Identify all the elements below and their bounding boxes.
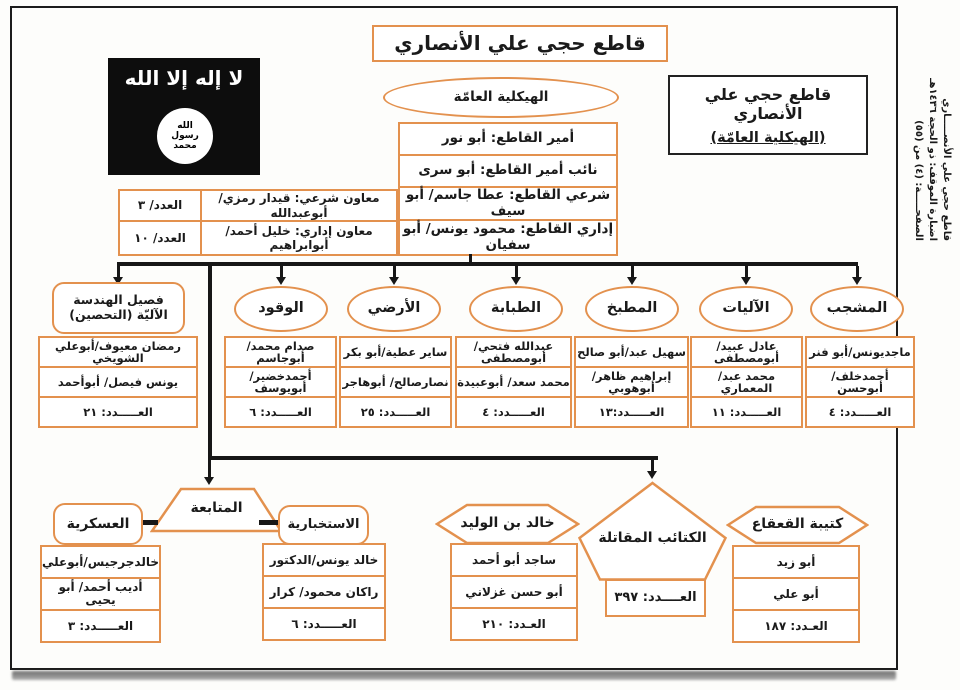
combat-title: الكتائب المقاتلة (598, 530, 707, 546)
command-row-idari: إداري القاطع: محمود يونس/ أبو سفيان (398, 219, 618, 256)
branch-member: عبدالله فتحي/أبومصطفى (455, 336, 572, 368)
branch-count: العـــــدد: ٦ (224, 396, 337, 428)
branch-member: أحمدخلف/ أبوحسن (805, 366, 915, 398)
branch-header-ground: الأرضي (347, 286, 441, 332)
connector-intelligence (259, 520, 280, 525)
branch-member: يونس فيصل/ أبوأحمد (38, 366, 198, 398)
command-row-amir: أمير القاطع: أبو نور (398, 122, 618, 156)
aide-count-idari: العدد/ ١٠ (118, 220, 202, 256)
qaqaa-title: كتيبة القعقاع (751, 516, 844, 532)
qaqaa-count: العـدد: ١٨٧ (732, 609, 860, 643)
branch-member: إبراهيم ظاهر/أبوهوبي (574, 366, 689, 398)
qaqaa-member: أبو علي (732, 577, 860, 611)
seal-line-2: رسول (171, 130, 199, 141)
arrow-head-vehicles (741, 277, 751, 285)
branch-table-medical (455, 336, 572, 428)
connector-bottom-bar (208, 456, 658, 460)
page-title: قاطع حجي علي الأنصاري (372, 25, 668, 62)
branch-table-ground (339, 336, 452, 428)
military-member: أديب أحمد/ أبو يحيى (40, 577, 161, 611)
branch-count: العـــــدد: ٢١ (38, 396, 198, 428)
branch-member: محمد سعد/ أبوعبيدة (455, 366, 572, 398)
branch-count: العـــــدد: ٢٥ (339, 396, 452, 428)
qaqaa-table (732, 545, 860, 643)
branch-member: محمد عبد/ المعماري (690, 366, 803, 398)
branch-member: صدام محمد/أبوجاسم (224, 336, 337, 368)
branch-table-fuel (224, 336, 337, 428)
black-flag (108, 58, 260, 175)
scan-shadow (12, 671, 896, 680)
branch-header-engineering: فصيل الهندسة الآليّة (التحصين) (52, 282, 185, 334)
seal-line-3: محمد (173, 141, 197, 152)
arrow-stem-followup (208, 460, 211, 478)
khalid-member: أبو حسن غزلاني (450, 575, 578, 609)
branch-header-medical: الطبابة (469, 286, 563, 332)
side-caption-line3: الصفحـــــة: (٤) من (٥٥) (913, 120, 924, 241)
info-box (668, 75, 868, 155)
side-caption-line2: اضبارة الموقف: ذو الحجة ١٤٣٦هـ (927, 78, 938, 241)
branch-member: أحمدخضير/ أبويوسف (224, 366, 337, 398)
khalid-title: خالد بن الوليد (460, 515, 555, 531)
arrow-head-fuel (276, 277, 286, 285)
shahada-text: لا إله إلا الله (124, 66, 244, 90)
branch-table-engineering (38, 336, 198, 428)
arrow-head-combat (647, 471, 657, 479)
branch-count: العـــــدد: ٤ (805, 396, 915, 428)
branch-member: سهيل عبد/أبو صالح (574, 336, 689, 368)
branch-table-mashjab (805, 336, 915, 428)
military-count: العـــــدد: ٣ (40, 609, 161, 643)
side-caption-line1: قاطع حجي علي الأنصـــــاري (941, 98, 952, 241)
qaqaa-member: أبو زيد (732, 545, 860, 579)
branch-header-kitchen: المطبخ (585, 286, 679, 332)
intelligence-table (262, 543, 386, 641)
connector-left-drop (208, 262, 212, 460)
military-table (40, 545, 161, 643)
side-caption (909, 51, 955, 241)
arrow-head-kitchen (627, 277, 637, 285)
branch-count: العـــــدد: ٤ (455, 396, 572, 428)
branch-member: نصارصالح/ أبوهاجر (339, 366, 452, 398)
branch-member: ماجديونس/أبو فنر (805, 336, 915, 368)
arrow-head-medical (511, 277, 521, 285)
branch-count: العـــــدد:١٣ (574, 396, 689, 428)
seal-line-1: الله (177, 120, 193, 131)
khalid-table (450, 543, 578, 641)
branch-member: رمضان معيوف/أبوعلي الشويخي (38, 336, 198, 368)
military-member: خالدجرجيس/أبوعلي (40, 545, 161, 579)
branch-member: عادل عبيد/أبومصطفى (690, 336, 803, 368)
aide-count-sharii: العدد/ ٣ (118, 189, 202, 222)
aide-label-idari: معاون إداري: خليل أحمد/ أبوابراهيم (200, 220, 398, 256)
branch-header-vehicles: الآليات (699, 286, 793, 332)
intelligence-member: راكان محمود/ كرار (262, 575, 386, 609)
intelligence-count: العـــــدد: ٦ (262, 607, 386, 641)
info-box-subtitle: (الهيكلية العامّة) (710, 129, 826, 146)
followup-title: المتابعة (190, 500, 243, 516)
branch-member: ساير عطية/أبو بكر (339, 336, 452, 368)
command-row-deputy: نائب أمير القاطع: أبو سرى (398, 154, 618, 188)
branch-header-fuel: الوقود (234, 286, 328, 332)
aide-label-sharii: معاون شرعي: قيدار رمزي/أبوعبدالله (200, 189, 398, 222)
khalid-count: العـدد: ٢١٠ (450, 607, 578, 641)
arrow-head-ground (389, 277, 399, 285)
command-row-sharii: شرعي القاطع: عطا جاسم/ أبو سيف (398, 186, 618, 221)
intelligence-member: خالد يونس/الدكتور (262, 543, 386, 577)
branch-count: العـــــدد: ١١ (690, 396, 803, 428)
branch-header-mashjab: المشجب (810, 286, 904, 332)
flag-seal (157, 108, 213, 164)
arrow-head-mashjab (852, 277, 862, 285)
structure-ellipse: الهيكلية العامّة (383, 77, 619, 118)
military-box: العسكرية (53, 503, 143, 545)
branch-table-vehicles (690, 336, 803, 428)
intelligence-box: الاستخبارية (278, 505, 369, 545)
info-box-title: قاطع حجي علي الأنصاري (704, 84, 832, 123)
khalid-member: ساجد أبو أحمد (450, 543, 578, 577)
arrow-head-followup (204, 477, 214, 485)
combat-count-box: العــــدد: ٣٩٧ (605, 579, 706, 617)
branch-table-kitchen (574, 336, 689, 428)
